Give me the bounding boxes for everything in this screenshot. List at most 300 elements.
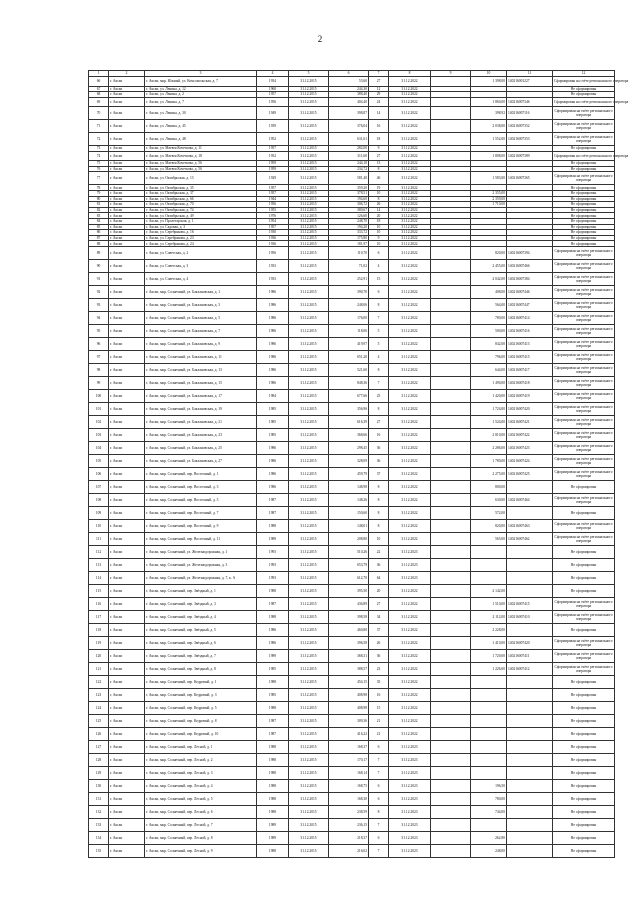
city-name: г. Аксаи bbox=[109, 92, 145, 98]
area-value: 298,45 bbox=[329, 442, 369, 455]
account-number: 140216007365 bbox=[507, 172, 553, 185]
account-number bbox=[507, 728, 553, 741]
build-year: 1954 bbox=[257, 219, 289, 225]
area-value: 148,01 bbox=[329, 520, 369, 533]
address: г. Аксаи, мкр. Солнечный, ул. Баклановская, д. 15 bbox=[145, 377, 257, 390]
count-value: 8 bbox=[369, 520, 389, 533]
date-start: 31.12.2015 bbox=[289, 120, 329, 133]
city-name: г. Аксаи bbox=[109, 611, 145, 624]
account-number bbox=[507, 676, 553, 689]
date-start: 31.12.2015 bbox=[289, 133, 329, 146]
city-name: г. Аксаи bbox=[109, 185, 145, 191]
date-start: 31.12.2015 bbox=[289, 533, 329, 546]
date-start: 31.12.2015 bbox=[289, 213, 329, 219]
area-value: 306,72 bbox=[329, 202, 369, 208]
build-year: 1986 bbox=[257, 312, 289, 325]
date-end: 31.12.2022 bbox=[389, 507, 431, 520]
city-name: г. Аксаи bbox=[109, 585, 145, 598]
build-year: 1955 bbox=[257, 207, 289, 213]
address: г. Аксаи, мкр. Солнечный, пер. Лесной, д. 7 bbox=[145, 819, 257, 832]
empty-cell bbox=[431, 455, 471, 468]
status-text: Сформирован на счёте регионального оператора bbox=[553, 325, 615, 338]
count-value: 23 bbox=[369, 663, 389, 676]
count-value: 6 bbox=[369, 780, 389, 793]
address: г. Аксаи, ул. Ленина, д. 7 bbox=[145, 97, 257, 107]
date-end: 31.12.2022 bbox=[389, 728, 431, 741]
row-number: 102 bbox=[89, 416, 109, 429]
build-year: 1952 bbox=[257, 151, 289, 161]
status-text: Сформирован на счёте регионального оператора bbox=[553, 637, 615, 650]
row-number: 104 bbox=[89, 442, 109, 455]
account-number bbox=[507, 715, 553, 728]
amount-value: 565,00 bbox=[471, 533, 507, 546]
date-end: 31.12.2022 bbox=[389, 92, 431, 98]
date-start: 31.12.2015 bbox=[289, 624, 329, 637]
amount-value: 2 042,00 bbox=[471, 273, 507, 286]
row-number: 85 bbox=[89, 224, 109, 230]
area-value: 248,70 bbox=[329, 219, 369, 225]
city-name: г. Аксаи bbox=[109, 520, 145, 533]
address: г. Аксаи, ул. Октябрьская, д. 74 bbox=[145, 207, 257, 213]
date-start: 31.12.2015 bbox=[289, 546, 329, 559]
account-number: 140216007352 bbox=[507, 120, 553, 133]
count-value: 4 bbox=[369, 351, 389, 364]
status-text: Сформирован на счёте регионального оператора bbox=[553, 455, 615, 468]
status-text: Сформирован на счёте регионального оператора bbox=[553, 299, 615, 312]
account-number bbox=[507, 819, 553, 832]
area-value: 194,20 bbox=[329, 224, 369, 230]
date-end: 31.12.2022 bbox=[389, 185, 431, 191]
row-number: 115 bbox=[89, 585, 109, 598]
amount-value: 2 810,00 bbox=[471, 429, 507, 442]
status-text: Сформирован на счёте регионального оператора bbox=[553, 338, 615, 351]
date-start: 31.12.2015 bbox=[289, 107, 329, 120]
row-number: 130 bbox=[89, 780, 109, 793]
date-start: 31.12.2015 bbox=[289, 676, 329, 689]
table-row bbox=[89, 728, 615, 741]
city-name: г. Аксаи bbox=[109, 202, 145, 208]
count-value: 10 bbox=[369, 241, 389, 247]
row-number: 118 bbox=[89, 624, 109, 637]
city-name: г. Аксаи bbox=[109, 676, 145, 689]
address: г. Аксаи, мкр. Солнечный, пер. Восточный, д. 1 bbox=[145, 468, 257, 481]
build-year: 1986 bbox=[257, 325, 289, 338]
date-end: 31.12.2022 bbox=[389, 416, 431, 429]
count-value: 16 bbox=[369, 689, 389, 702]
date-end: 31.12.2023 bbox=[389, 819, 431, 832]
count-value: 9 bbox=[369, 235, 389, 241]
build-year: 1949 bbox=[257, 107, 289, 120]
address: г. Аксаи, мкр. Солнечный, пер. Кедровый, д. 10 bbox=[145, 728, 257, 741]
date-start: 31.12.2015 bbox=[289, 507, 329, 520]
count-value: 6 bbox=[369, 741, 389, 754]
area-value: 118,06 bbox=[329, 325, 369, 338]
account-number bbox=[507, 754, 553, 767]
status-text: Сформирован на счёте регионального оператора bbox=[553, 286, 615, 299]
date-start: 31.12.2015 bbox=[289, 650, 329, 663]
empty-cell bbox=[431, 260, 471, 273]
amount-value: 248,00 bbox=[471, 845, 507, 858]
amount-value: 1 490,00 bbox=[471, 377, 507, 390]
status-text: Не сформирован bbox=[553, 767, 615, 780]
count-value: 37 bbox=[369, 468, 389, 481]
address: г. Аксаи, ул. Советская, д. 4 bbox=[145, 273, 257, 286]
status-text: Сформирован на счёте регионального оператора bbox=[553, 260, 615, 273]
address: г. Аксаи, мкр. Солнечный, ул. Баклановская, д. 21 bbox=[145, 416, 257, 429]
city-name: г. Аксаи bbox=[109, 624, 145, 637]
col-header: 2 bbox=[109, 71, 145, 77]
date-end: 31.12.2022 bbox=[389, 637, 431, 650]
address: г. Аксаи, ул. Октябрьская, д. 70 bbox=[145, 202, 257, 208]
status-text: Сформирован на счёте регионального оператора bbox=[553, 494, 615, 507]
empty-cell bbox=[431, 442, 471, 455]
amount-value: 1 398,00 bbox=[471, 77, 507, 87]
empty-cell bbox=[431, 663, 471, 676]
date-end: 31.12.2022 bbox=[389, 689, 431, 702]
date-end: 31.12.2022 bbox=[389, 429, 431, 442]
count-value: 21 bbox=[369, 715, 389, 728]
date-end: 31.12.2022 bbox=[389, 702, 431, 715]
address: г. Аксаи, ул. Ленина, д. 30 bbox=[145, 107, 257, 120]
build-year: 1987 bbox=[257, 715, 289, 728]
status-text: Не сформирован bbox=[553, 806, 615, 819]
count-value: 7 bbox=[369, 754, 389, 767]
table-row bbox=[89, 598, 615, 611]
amount-value bbox=[471, 754, 507, 767]
row-number: 117 bbox=[89, 611, 109, 624]
date-start: 31.12.2015 bbox=[289, 325, 329, 338]
area-value: 309,36 bbox=[329, 715, 369, 728]
city-name: г. Аксаи bbox=[109, 286, 145, 299]
table-row bbox=[89, 312, 615, 325]
account-number: 140216007116 bbox=[507, 107, 553, 120]
build-year: 1986 bbox=[257, 442, 289, 455]
address: г. Аксаи, ул. Ленина, д. 45 bbox=[145, 120, 257, 133]
date-end: 31.12.2022 bbox=[389, 611, 431, 624]
count-value: 8 bbox=[369, 806, 389, 819]
account-number: 140216007419 bbox=[507, 390, 553, 403]
date-start: 31.12.2015 bbox=[289, 572, 329, 585]
city-name: г. Аксаи bbox=[109, 455, 145, 468]
count-value: 8 bbox=[369, 364, 389, 377]
status-text: Не сформирован bbox=[553, 196, 615, 202]
amount-value: 1 808,00 bbox=[471, 151, 507, 161]
address: г. Аксаи, ул. Матвея Кочеткова, д. 56 bbox=[145, 161, 257, 167]
address: г. Аксаи, ул. Матвея Кочеткова, д. 18 bbox=[145, 151, 257, 161]
date-end: 31.12.2022 bbox=[389, 86, 431, 92]
account-number: 140216007463 bbox=[507, 520, 553, 533]
account-number: 140216007420 bbox=[507, 403, 553, 416]
status-text: Сформирован на счёте регионального оператора bbox=[553, 442, 615, 455]
amount-value bbox=[471, 767, 507, 780]
page-number: 2 bbox=[317, 34, 323, 44]
address: г. Аксаи, мкр. Солнечный, пер. Лесной, д. 2 bbox=[145, 754, 257, 767]
status-text: Не сформирован bbox=[553, 224, 615, 230]
date-end: 31.12.2022 bbox=[389, 273, 431, 286]
empty-cell bbox=[431, 806, 471, 819]
city-name: г. Аксаи bbox=[109, 273, 145, 286]
empty-cell bbox=[431, 403, 471, 416]
status-text: Сформирован на счёте регионального оператора bbox=[553, 120, 615, 133]
count-value: 34 bbox=[369, 611, 389, 624]
empty-cell bbox=[431, 325, 471, 338]
date-start: 31.12.2015 bbox=[289, 416, 329, 429]
date-end: 31.12.2022 bbox=[389, 468, 431, 481]
address: г. Аксаи, ул. Пролетарская, д. 1 bbox=[145, 219, 257, 225]
date-end: 31.12.2022 bbox=[389, 219, 431, 225]
date-end: 31.12.2023 bbox=[389, 741, 431, 754]
col-header: 7 bbox=[369, 71, 389, 77]
build-year: 1933 bbox=[257, 273, 289, 286]
empty-cell bbox=[431, 559, 471, 572]
col-header: 5 bbox=[289, 71, 329, 77]
count-value: 36 bbox=[369, 650, 389, 663]
count-value: 15 bbox=[369, 702, 389, 715]
account-number bbox=[507, 481, 553, 494]
empty-cell bbox=[431, 468, 471, 481]
row-number: 112 bbox=[89, 546, 109, 559]
table-row bbox=[89, 247, 615, 260]
amount-value: 1 420,00 bbox=[471, 390, 507, 403]
city-name: г. Аксаи bbox=[109, 166, 145, 172]
account-number: 140216007423 bbox=[507, 442, 553, 455]
city-name: г. Аксаи bbox=[109, 715, 145, 728]
city-name: г. Аксаи bbox=[109, 191, 145, 197]
status-text: Не сформирован bbox=[553, 715, 615, 728]
date-start: 31.12.2015 bbox=[289, 97, 329, 107]
amount-value: 780,00 bbox=[471, 793, 507, 806]
city-name: г. Аксаи bbox=[109, 97, 145, 107]
city-name: г. Аксаи bbox=[109, 819, 145, 832]
row-number: 100 bbox=[89, 390, 109, 403]
empty-cell bbox=[431, 585, 471, 598]
table-row bbox=[89, 364, 615, 377]
count-value: 36 bbox=[369, 559, 389, 572]
table-row bbox=[89, 767, 615, 780]
status-text: Сформирован на счёте регионального оператора bbox=[553, 97, 615, 107]
area-value: 218,37 bbox=[329, 832, 369, 845]
account-number bbox=[507, 767, 553, 780]
build-year: 1933 bbox=[257, 260, 289, 273]
empty-cell bbox=[431, 728, 471, 741]
status-text: Не сформирован bbox=[553, 819, 615, 832]
status-text: Не сформирован bbox=[553, 559, 615, 572]
amount-value: 2 142,00 bbox=[471, 585, 507, 598]
address: г. Аксаи, ул. Ленина, д. 48 bbox=[145, 133, 257, 146]
build-year: 1957 bbox=[257, 92, 289, 98]
date-end: 31.12.2022 bbox=[389, 520, 431, 533]
area-value: 168,14 bbox=[329, 767, 369, 780]
amount-value: 744,00 bbox=[471, 806, 507, 819]
row-number: 132 bbox=[89, 806, 109, 819]
date-end: 31.12.2022 bbox=[389, 390, 431, 403]
city-name: г. Аксаи bbox=[109, 832, 145, 845]
table-row bbox=[89, 689, 615, 702]
row-number: 89 bbox=[89, 247, 109, 260]
count-value: 8 bbox=[369, 507, 389, 520]
empty-cell bbox=[431, 133, 471, 146]
status-text: Не сформирован bbox=[553, 185, 615, 191]
build-year: 1956 bbox=[257, 97, 289, 107]
col-header: 11 bbox=[507, 71, 553, 77]
amount-value: 500,00 bbox=[471, 325, 507, 338]
build-year: 1986 bbox=[257, 455, 289, 468]
count-value: 18 bbox=[369, 133, 389, 146]
table-row bbox=[89, 403, 615, 416]
count-value: 5 bbox=[369, 325, 389, 338]
address: г. Аксаи, ул. Октябрьская, д. 37 bbox=[145, 191, 257, 197]
address: г. Аксаи, мкр. Солнечный, пер. Лесной, д. 3 bbox=[145, 767, 257, 780]
build-year: 1985 bbox=[257, 416, 289, 429]
account-number: 140216007415 bbox=[507, 598, 553, 611]
city-name: г. Аксаи bbox=[109, 728, 145, 741]
count-value: 6 bbox=[369, 832, 389, 845]
date-end: 31.12.2022 bbox=[389, 224, 431, 230]
account-number bbox=[507, 507, 553, 520]
amount-value: 1 860,00 bbox=[471, 97, 507, 107]
count-value: 64 bbox=[369, 572, 389, 585]
status-text: Сформирован на счёте регионального оператора bbox=[553, 151, 615, 161]
amount-value: 644,00 bbox=[471, 364, 507, 377]
table-row bbox=[89, 533, 615, 546]
amount-value: 1 410,00 bbox=[471, 637, 507, 650]
count-value: 10 bbox=[369, 191, 389, 197]
date-start: 31.12.2015 bbox=[289, 403, 329, 416]
account-number: 140216007462 bbox=[507, 533, 553, 546]
build-year: 1989 bbox=[257, 819, 289, 832]
table-row bbox=[89, 741, 615, 754]
area-value: 282,00 bbox=[329, 146, 369, 152]
amount-value bbox=[471, 728, 507, 741]
city-name: г. Аксаи bbox=[109, 325, 145, 338]
city-name: г. Аксаи bbox=[109, 533, 145, 546]
status-text: Сформирован на счёте регионального оператора bbox=[553, 533, 615, 546]
area-value: 168,30 bbox=[329, 793, 369, 806]
area-value: 168,37 bbox=[329, 741, 369, 754]
date-end: 31.12.2022 bbox=[389, 260, 431, 273]
city-name: г. Аксаи bbox=[109, 793, 145, 806]
count-value: 20 bbox=[369, 213, 389, 219]
row-number: 108 bbox=[89, 494, 109, 507]
date-start: 31.12.2015 bbox=[289, 754, 329, 767]
table-row bbox=[89, 260, 615, 273]
row-number: 113 bbox=[89, 559, 109, 572]
date-start: 31.12.2015 bbox=[289, 172, 329, 185]
date-start: 31.12.2015 bbox=[289, 741, 329, 754]
amount-value bbox=[471, 572, 507, 585]
build-year: 1986 bbox=[257, 364, 289, 377]
area-value: 208,80 bbox=[329, 533, 369, 546]
row-number: 69 bbox=[89, 97, 109, 107]
date-end: 31.12.2022 bbox=[389, 207, 431, 213]
date-start: 31.12.2015 bbox=[289, 793, 329, 806]
row-number: 121 bbox=[89, 663, 109, 676]
amount-value: 820,00 bbox=[471, 520, 507, 533]
city-name: г. Аксаи bbox=[109, 241, 145, 247]
row-number: 128 bbox=[89, 754, 109, 767]
date-end: 31.12.2022 bbox=[389, 107, 431, 120]
date-start: 31.12.2015 bbox=[289, 351, 329, 364]
build-year: 1989 bbox=[257, 650, 289, 663]
date-start: 31.12.2015 bbox=[289, 92, 329, 98]
row-number: 90 bbox=[89, 260, 109, 273]
date-end: 31.12.2023 bbox=[389, 845, 431, 858]
address: г. Аксаи, мкр. Солнечный, ул. Баклановская, д. 11 bbox=[145, 351, 257, 364]
empty-cell bbox=[431, 273, 471, 286]
account-number bbox=[507, 624, 553, 637]
city-name: г. Аксаи bbox=[109, 689, 145, 702]
empty-cell bbox=[431, 120, 471, 133]
address: г. Аксаи, ул. Октябрьская, д. 66 bbox=[145, 196, 257, 202]
area-value: 454,15 bbox=[329, 676, 369, 689]
date-end: 31.12.2022 bbox=[389, 191, 431, 197]
build-year: 1959 bbox=[257, 166, 289, 172]
build-year: 1988 bbox=[257, 520, 289, 533]
status-text: Не сформирован bbox=[553, 202, 615, 208]
account-number bbox=[507, 689, 553, 702]
account-number bbox=[507, 585, 553, 598]
address: г. Аксаи, мкр. Солнечный, пер. Восточный, д. 9 bbox=[145, 520, 257, 533]
date-end: 31.12.2022 bbox=[389, 133, 431, 146]
date-end: 31.12.2023 bbox=[389, 572, 431, 585]
status-text: Не сформирован bbox=[553, 146, 615, 152]
status-text: Не сформирован bbox=[553, 507, 615, 520]
city-name: г. Аксаи bbox=[109, 559, 145, 572]
build-year: 1957 bbox=[257, 146, 289, 152]
area-value: 170,17 bbox=[329, 754, 369, 767]
status-text: Сформирован на счёте регионального оператора bbox=[553, 351, 615, 364]
city-name: г. Аксаи bbox=[109, 741, 145, 754]
col-header: 10 bbox=[471, 71, 507, 77]
city-name: г. Аксаи bbox=[109, 572, 145, 585]
address: г. Аксаи, мкр. Солнечный, ул. Железнодорожная, д. 1 bbox=[145, 546, 257, 559]
address: г. Аксаи, мкр. Солнечный, ул. Баклановская, д. 17 bbox=[145, 390, 257, 403]
date-end: 31.12.2022 bbox=[389, 213, 431, 219]
date-start: 31.12.2015 bbox=[289, 702, 329, 715]
table-row bbox=[89, 663, 615, 676]
status-text: Сформирован на счёте регионального оператора bbox=[553, 77, 615, 87]
row-number: 84 bbox=[89, 219, 109, 225]
build-year: 1957 bbox=[257, 191, 289, 197]
date-start: 31.12.2015 bbox=[289, 299, 329, 312]
address: г. Аксаи, ул. Серебрякова, д. 24 bbox=[145, 241, 257, 247]
row-number: 105 bbox=[89, 455, 109, 468]
date-end: 31.12.2022 bbox=[389, 247, 431, 260]
count-value: 18 bbox=[369, 219, 389, 225]
area-value: 216,02 bbox=[329, 845, 369, 858]
date-start: 31.12.2015 bbox=[289, 663, 329, 676]
count-value: 8 bbox=[369, 196, 389, 202]
row-number: 73 bbox=[89, 146, 109, 152]
area-value: 148,26 bbox=[329, 494, 369, 507]
count-value: 10 bbox=[369, 230, 389, 236]
area-value: 53,60 bbox=[329, 77, 369, 87]
build-year: 1993 bbox=[257, 546, 289, 559]
status-text: Не сформирован bbox=[553, 481, 615, 494]
area-value: 148,98 bbox=[329, 481, 369, 494]
table-row bbox=[89, 845, 615, 858]
status-text: Сформирован на счёте регионального оператора bbox=[553, 107, 615, 120]
area-value: 194,60 bbox=[329, 196, 369, 202]
address: г. Аксаи, мкр. Солнечный, ул. Баклановская, д. 5 bbox=[145, 312, 257, 325]
build-year: 1934 bbox=[257, 77, 289, 87]
area-value: 252,91 bbox=[329, 273, 369, 286]
city-name: г. Аксаи bbox=[109, 351, 145, 364]
row-number: 131 bbox=[89, 793, 109, 806]
address: г. Аксаи, мкр. Солнечный, пер. Звёздный, д. 5 bbox=[145, 624, 257, 637]
account-number bbox=[507, 845, 553, 858]
table-row bbox=[89, 572, 615, 585]
